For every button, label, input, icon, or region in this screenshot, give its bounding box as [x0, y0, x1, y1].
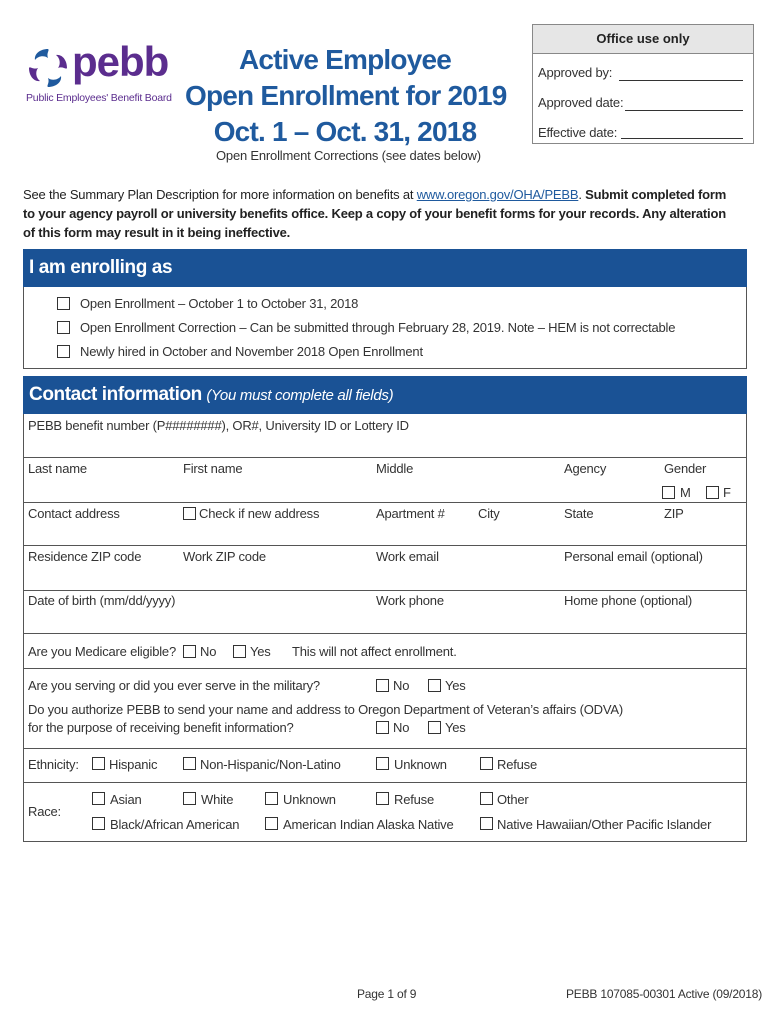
logo-subtitle: Public Employees' Benefit Board: [26, 92, 172, 104]
medicare-no-label: No: [200, 644, 217, 659]
medicare-yes-checkbox[interactable]: [233, 645, 246, 658]
residence-zip-label: Residence ZIP code: [28, 549, 142, 564]
race-asian-label: Asian: [110, 792, 142, 807]
gender-m-checkbox[interactable]: [662, 486, 675, 499]
race-asian-checkbox[interactable]: [92, 792, 105, 805]
odva-question-line-1: Do you authorize PEBB to send your name and address to Oregon Department of Veteran’s affairs (ODVA): [28, 702, 623, 717]
benefit-number-label: PEBB benefit number (P########), OR#, University ID or Lottery ID: [28, 418, 409, 433]
intro-bold-2: to your agency payroll or university benefits office. Keep a copy of your benefit forms for your records. Any alteration: [23, 206, 726, 221]
title-line-3: Oct. 1 – Oct. 31, 2018: [213, 116, 477, 147]
eth-unknown-checkbox[interactable]: [376, 757, 389, 770]
page-number: Page 1 of 9: [357, 987, 417, 1001]
race-white-checkbox[interactable]: [183, 792, 196, 805]
eth-hispanic-label: Hispanic: [109, 757, 158, 772]
new-address-label: Check if new address: [199, 506, 320, 521]
contact-section-body: [23, 414, 747, 842]
medicare-yes-label: Yes: [250, 644, 271, 659]
intro-bold-3: of this form may result in it being ineffective.: [23, 225, 291, 240]
pebb-logo: [26, 38, 186, 108]
gender-m-label: M: [680, 485, 691, 500]
benefit-number-field[interactable]: [24, 434, 746, 456]
gender-label: Gender: [664, 461, 707, 476]
eth-refuse-label: Refuse: [497, 757, 537, 772]
eth-hispanic-checkbox[interactable]: [92, 757, 105, 770]
odva-yes-label: Yes: [445, 720, 466, 735]
middle-label: Middle: [376, 461, 414, 476]
race-unknown-checkbox[interactable]: [265, 792, 278, 805]
medicare-note: This will not affect enrollment.: [292, 644, 457, 659]
last-name-label: Last name: [28, 461, 87, 476]
intro-bold-1: Submit completed form: [585, 187, 727, 202]
logo-wordmark: pebb: [72, 38, 169, 85]
state-label: State: [564, 506, 594, 521]
intro-text: [23, 185, 747, 242]
apartment-label: Apartment #: [376, 506, 445, 521]
enroll-newhire-label: Newly hired in October and November 2018 Open Enrollment: [80, 344, 423, 359]
gender-f-label: F: [723, 485, 731, 500]
approved-date-field[interactable]: [625, 110, 743, 111]
title-line-2: Open Enrollment for 2019: [185, 80, 507, 111]
approved-by-field[interactable]: [619, 80, 743, 81]
zip-label: ZIP: [664, 506, 684, 521]
enroll-open-label: Open Enrollment – October 1 to October 31, 2018: [80, 296, 359, 311]
enroll-correction-label: Open Enrollment Correction – Can be submitted through February 28, 2019. Note – HEM is not correctable: [80, 320, 676, 335]
enroll-newhire-checkbox[interactable]: [57, 345, 70, 358]
race-black-label: Black/African American: [110, 817, 240, 832]
effective-date-label: Effective date:: [538, 125, 618, 140]
intro-text-2: .: [578, 187, 586, 202]
race-pacific-islander-checkbox[interactable]: [480, 817, 493, 830]
approved-by-label: Approved by:: [538, 65, 613, 80]
city-label: City: [478, 506, 500, 521]
gender-f-checkbox[interactable]: [706, 486, 719, 499]
race-refuse-label: Refuse: [394, 792, 434, 807]
work-email-label: Work email: [376, 549, 439, 564]
personal-email-label: Personal email (optional): [564, 549, 703, 564]
pebb-website-link[interactable]: www.oregon.gov/OHA/PEBB: [416, 187, 579, 202]
odva-yes-checkbox[interactable]: [428, 721, 441, 734]
enrolling-section-header: [23, 249, 747, 287]
title-subtitle: Open Enrollment Corrections (see dates below): [216, 148, 481, 163]
title-line-1: Active Employee: [238, 44, 452, 75]
race-pacific-islander-label: Native Hawaiian/Other Pacific Islander: [497, 817, 712, 832]
military-question: Are you serving or did you ever serve in the military?: [28, 678, 320, 693]
work-phone-label: Work phone: [376, 593, 444, 608]
first-name-label: First name: [183, 461, 243, 476]
new-address-checkbox[interactable]: [183, 507, 196, 520]
agency-label: Agency: [564, 461, 607, 476]
odva-question-line-2: for the purpose of receiving benefit information?: [28, 720, 294, 735]
military-yes-label: Yes: [445, 678, 466, 693]
ethnicity-label: Ethnicity:: [28, 757, 79, 772]
race-refuse-checkbox[interactable]: [376, 792, 389, 805]
pebb-logo-mark-icon: [26, 46, 70, 90]
office-use-box: [532, 24, 754, 144]
odva-no-label: No: [393, 720, 410, 735]
contact-heading: Contact information: [29, 384, 202, 405]
work-zip-label: Work ZIP code: [183, 549, 266, 564]
contact-heading-note: (You must complete all fields): [206, 387, 394, 404]
eth-nonhispanic-checkbox[interactable]: [183, 757, 196, 770]
race-unknown-label: Unknown: [283, 792, 336, 807]
odva-no-checkbox[interactable]: [376, 721, 389, 734]
effective-date-field[interactable]: [621, 138, 743, 139]
race-label: Race:: [28, 804, 61, 819]
military-no-checkbox[interactable]: [376, 679, 389, 692]
race-other-checkbox[interactable]: [480, 792, 493, 805]
office-use-title: Office use only: [533, 25, 753, 54]
enroll-correction-checkbox[interactable]: [57, 321, 70, 334]
eth-unknown-label: Unknown: [394, 757, 447, 772]
enrolling-heading: I am enrolling as: [29, 257, 173, 278]
race-black-checkbox[interactable]: [92, 817, 105, 830]
contact-address-label: Contact address: [28, 506, 120, 521]
contact-section-header: [23, 376, 747, 414]
eth-nonhispanic-label: Non-Hispanic/Non-Latino: [200, 757, 341, 772]
eth-refuse-checkbox[interactable]: [480, 757, 493, 770]
military-yes-checkbox[interactable]: [428, 679, 441, 692]
medicare-question: Are you Medicare eligible?: [28, 644, 176, 659]
dob-label: Date of birth (mm/dd/yyyy): [28, 593, 176, 608]
race-native-american-label: American Indian Alaska Native: [283, 817, 454, 832]
race-white-label: White: [201, 792, 234, 807]
race-native-american-checkbox[interactable]: [265, 817, 278, 830]
form-id: PEBB 107085-00301 Active (09/2018): [566, 987, 763, 1001]
medicare-no-checkbox[interactable]: [183, 645, 196, 658]
race-other-label: Other: [497, 792, 529, 807]
form-title: [185, 42, 505, 150]
approved-date-label: Approved date:: [538, 95, 624, 110]
military-no-label: No: [393, 678, 410, 693]
intro-text-1: See the Summary Plan Description for more information on benefits at: [23, 187, 417, 202]
enroll-open-checkbox[interactable]: [57, 297, 70, 310]
home-phone-label: Home phone (optional): [564, 593, 693, 608]
